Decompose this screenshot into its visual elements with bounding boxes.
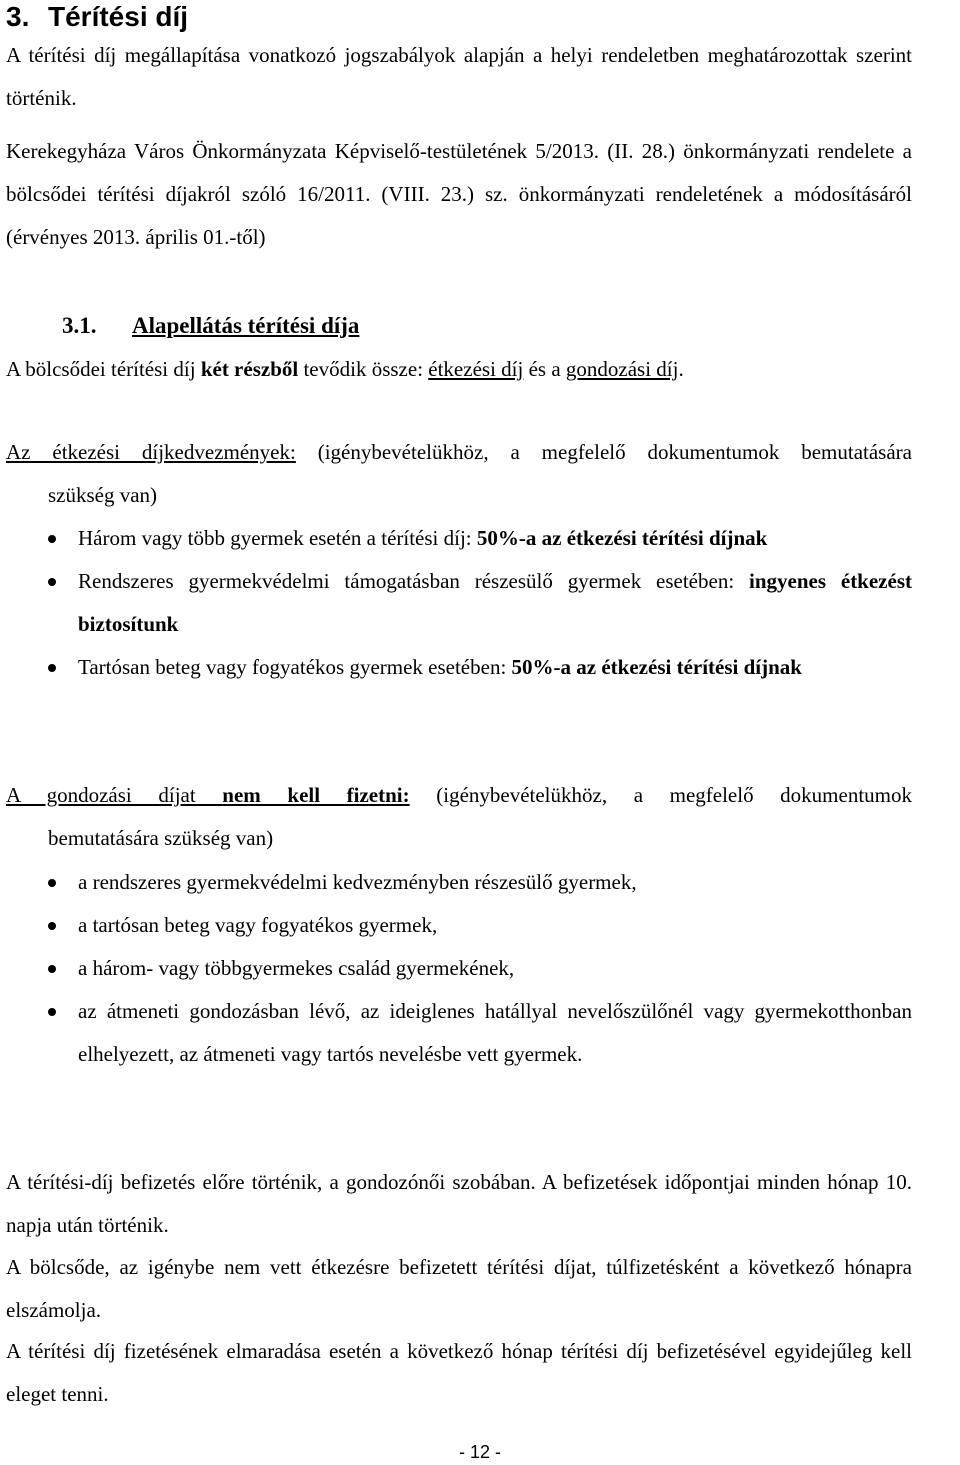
bullet-icon xyxy=(48,965,56,973)
payment-paragraph-3: A térítési díj fizetésének elmaradása esetén a következő hónap térítési díj befizetésével egyidejűleg kell eleget tenni. xyxy=(6,1339,912,1406)
bullet-icon xyxy=(48,879,56,887)
list-item-text: az átmeneti gondozásban lévő, az ideiglenes hatállyal nevelőszülőnél vagy gyermekotthonban elhelyezett, az átmeneti vagy tartós nevelésbe vett gyermek. xyxy=(78,999,912,1066)
care-fee-note-line-2: bemutatására szükség van) xyxy=(48,826,274,850)
list-item xyxy=(48,517,912,560)
list-item xyxy=(48,904,912,947)
composition-paragraph xyxy=(6,348,912,391)
list-item xyxy=(48,990,912,1076)
section-title: Térítési díj xyxy=(48,1,189,32)
care-fee-heading-bold: nem kell fizetni: xyxy=(222,783,410,807)
list-item xyxy=(48,560,912,646)
discounts-heading: Az étkezési díjkedvezmények: xyxy=(6,440,296,464)
list-item-text: Rendszeres gyermekvédelmi támogatásban részesülő gyermek esetében: xyxy=(78,569,750,593)
intro-paragraph-1: A térítési díj megállapítása vonatkozó jogszabályok alapján a helyi rendeletben meghatározottak szerint történik. xyxy=(6,43,912,110)
subsection-title: Alapellátás térítési díja xyxy=(132,313,360,338)
list-item-bold: 50%-a az étkezési térítési díjnak xyxy=(476,526,768,550)
care-fee-note-1: (igénybevételükhöz, a megfelelő dokumentumok xyxy=(409,783,912,807)
list-item-text: a három- vagy többgyermekes család gyermekének, xyxy=(78,956,515,980)
bullet-icon xyxy=(48,922,56,930)
bullet-icon xyxy=(48,1008,56,1016)
subsection-heading xyxy=(62,306,359,346)
list-item xyxy=(48,947,912,990)
list-item-bold: 50%-a az étkezési térítési díjnak xyxy=(511,655,802,679)
list-item-text: Három vagy több gyermek esetén a térítési díj: xyxy=(78,526,477,550)
bullet-icon xyxy=(48,664,56,672)
section-number: 3. xyxy=(6,1,30,32)
composition-care-fee: gondozási díj xyxy=(565,357,679,381)
bullet-icon xyxy=(48,578,56,586)
composition-meal-fee: étkezési díj xyxy=(428,357,524,381)
list-item-text: a tartósan beteg vagy fogyatékos gyermek, xyxy=(78,913,438,937)
list-item-bold: ingyenes étkezést biztosítunk xyxy=(78,569,912,636)
discounts-list xyxy=(48,517,912,689)
payment-paragraph-2: A bölcsőde, az igénybe nem vett étkezésre befizetett térítési díjat, túlfizetésként a következő hónapra elszámolja. xyxy=(6,1255,912,1322)
care-fee-heading-line xyxy=(6,774,912,817)
discounts-note-line-2: szükség van) xyxy=(48,483,158,507)
composition-text-pre: A bölcsődei térítési díj xyxy=(6,357,201,381)
subsection-number: 3.1. xyxy=(62,313,97,338)
list-item xyxy=(48,861,912,904)
composition-bold: két részből xyxy=(200,357,299,381)
section-heading xyxy=(6,0,188,34)
list-item-text: Tartósan beteg vagy fogyatékos gyermek esetében: xyxy=(78,655,512,679)
composition-text-end: . xyxy=(678,357,684,381)
discounts-note-1: (igénybevételükhöz, a megfelelő dokumentumok bemutatására xyxy=(295,440,912,464)
care-fee-list xyxy=(48,861,912,1076)
discounts-heading-line xyxy=(6,431,912,474)
payment-paragraph-1: A térítési-díj befizetés előre történik, a gondozónői szobában. A befizetések időpontjai minden hónap 10. napja után történik. xyxy=(6,1170,912,1237)
list-item-text: a rendszeres gyermekvédelmi kedvezményben részesülő gyermek, xyxy=(78,870,637,894)
page-number: - 12 - xyxy=(458,1442,501,1462)
list-item xyxy=(48,646,912,689)
intro-paragraph-2: Kerekegyháza Város Önkormányzata Képviselő-testületének 5/2013. (II. 28.) önkormányzati rendelete a bölcsődei térítési díjakról szóló 16/2011. (VIII. 23.) sz. önkormányzati rendeletének a módosításáról (érvényes 2013. április 01.-től) xyxy=(6,139,912,249)
bullet-icon xyxy=(48,535,56,543)
composition-text-and: és a xyxy=(523,357,566,381)
care-fee-heading-pre: A gondozási díjat xyxy=(6,783,223,807)
composition-text-mid: tevődik össze: xyxy=(298,357,429,381)
